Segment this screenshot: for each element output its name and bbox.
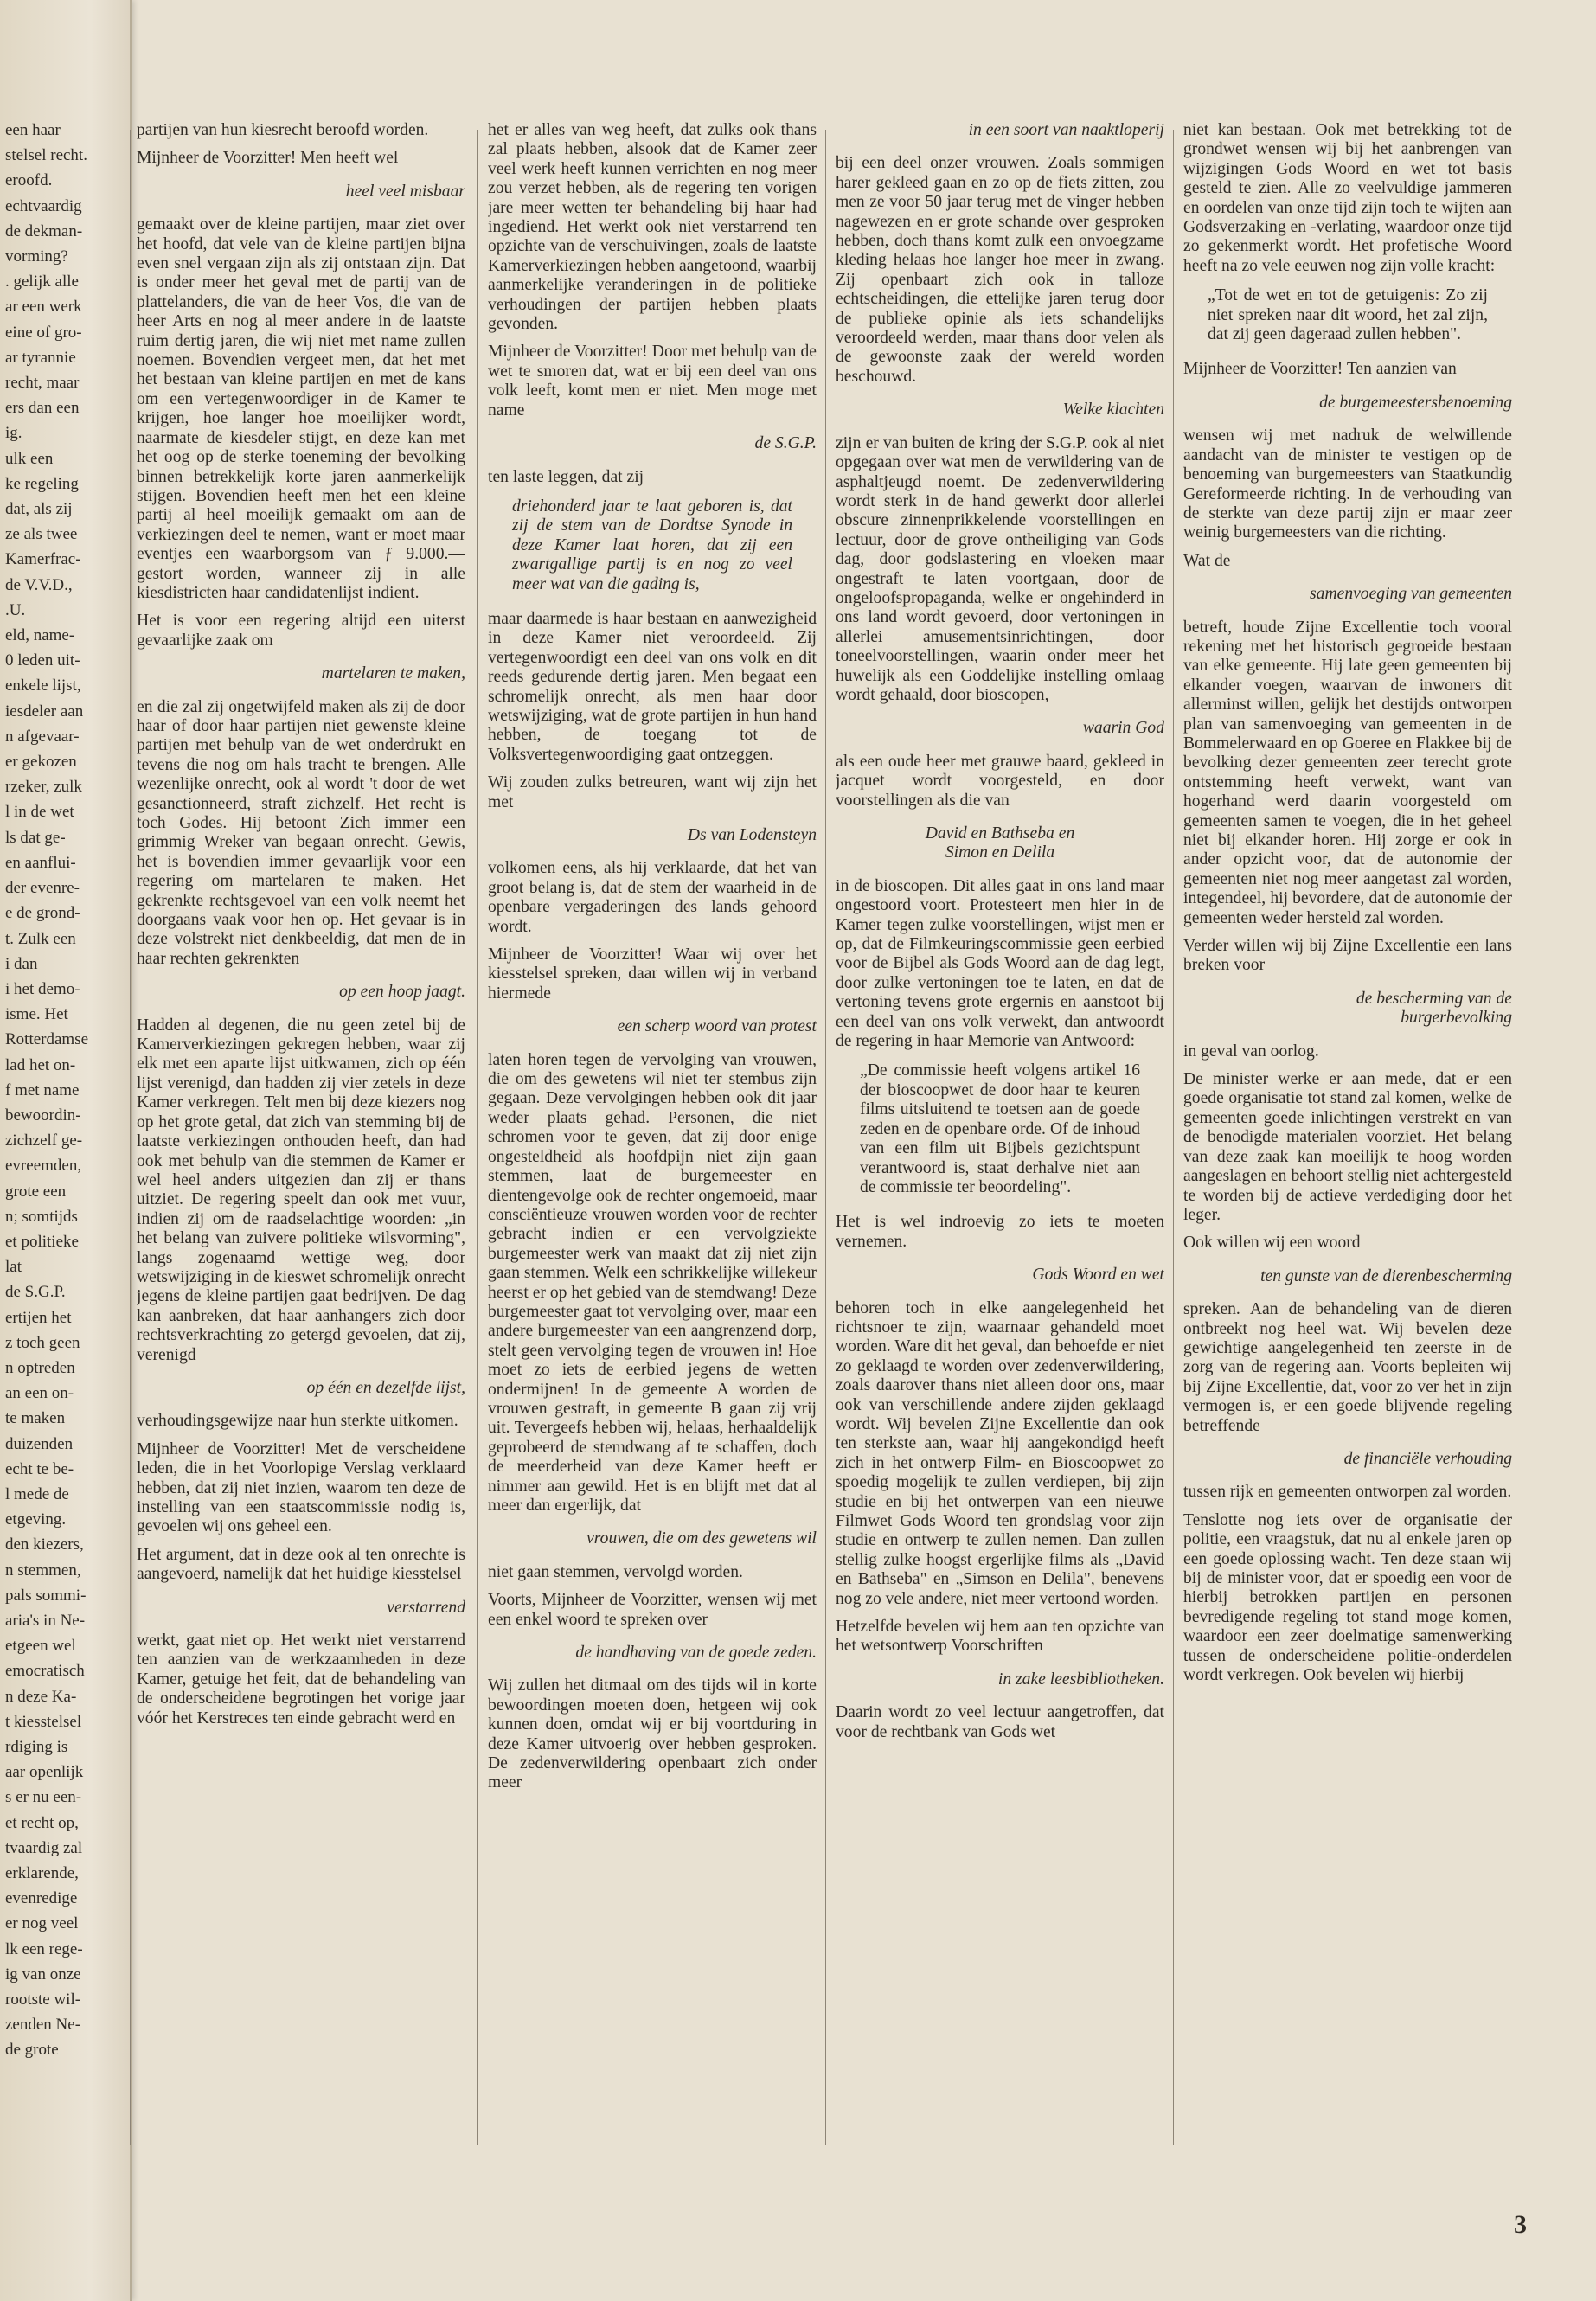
paragraph: Mijnheer de Voorzitter! Men heeft wel bbox=[137, 149, 399, 168]
margin-fragment: de dekman- bbox=[5, 221, 83, 240]
subheading: David en Bathseba en bbox=[925, 824, 1075, 843]
subheading: burgerbevolking bbox=[1401, 1009, 1512, 1028]
margin-fragment: eine of gro- bbox=[5, 323, 82, 342]
margin-fragment: rzeker, zulk bbox=[5, 778, 82, 797]
margin-fragment: z toch geen bbox=[5, 1333, 80, 1352]
margin-fragment: ig van onze bbox=[5, 1965, 81, 1984]
margin-fragment: et recht op, bbox=[5, 1813, 79, 1832]
paragraph: als een oude heer met grauwe baard, gekleed in jacquet wordt voorgesteld, en door voorstellingen als die van bbox=[836, 752, 1164, 810]
margin-fragment: tvaardig zal bbox=[5, 1838, 83, 1857]
text-column-1 bbox=[137, 121, 465, 1737]
text-column-2 bbox=[488, 121, 817, 1802]
margin-fragment: n optreden bbox=[5, 1358, 75, 1377]
paragraph: Het argument, dat in deze ook al ten onrechte is aangevoerd, namelijk dat het huidige kiesstelsel bbox=[137, 1545, 465, 1584]
subheading: in een soort van naaktloperij bbox=[968, 121, 1164, 139]
margin-fragment: ze als twee bbox=[5, 525, 78, 544]
margin-column-fragments bbox=[5, 121, 122, 2067]
margin-fragment: zichzelf ge- bbox=[5, 1131, 83, 1150]
margin-fragment: vorming? bbox=[5, 247, 68, 266]
margin-fragment: eld, name- bbox=[5, 626, 75, 645]
paragraph: Wij zullen het ditmaal om des tijds wil in korte bewoordingen moeten doen, hetgeen wij ook kunnen doen, omdat wij er bij voortduring in deze Kamer uitvoerig over hebben gesproken. De zedenverwildering openbaart zich onder meer bbox=[488, 1676, 817, 1792]
text-column-3 bbox=[836, 121, 1164, 1751]
paragraph: gemaakt over de kleine partijen, maar ziet over het hoofd, dat vele van de kleine partijen bijna even snel vergaan zijn als zij ontstaan zijn. Dat is onder meer het geval met de partij van de plattelanders, die van de heer Vos, die van de heer Arts en nog al meer andere in de laatste ruim dertig jaren, die wij niet met name zullen noemen. Bovendien vergeet men, dat het met het bestaan van kleine partijen en met de kans om een vertegenwoordiger in de Kamer te krijgen, hoe langer hoe moeilijker wordt, naarmate de kiesdeler stijgt, en deze kan met het oog op de sterke toeneming der bevolking binnen betrekkelijk korte jaren aanmerkelijk stijgen. Bovendien heeft men het een kleine partij al heel moeilijk gemaakt om aan de verkiezingen deel te nemen, want er moet maar eventjes een waarborgsom van ƒ 9.000.— gestort worden, wanneer zij in alle kiesdistricten haar candidatenlijst indient. bbox=[137, 215, 465, 602]
margin-fragment: te maken bbox=[5, 1409, 66, 1428]
paragraph: maar daarmede is haar bestaan en aanwezigheid in deze Kamer niet veroordeeld. Zij vertegenwoordigt een deel van ons volk en dit reeds gedurende dertig jaren. Men begaat een schromelijk onrecht, als men haar door wetswijziging, wat de grote partijen in hun hand hebben, de toegang tot de Volksvertegenwoordiging gaat ontzeggen. bbox=[488, 609, 817, 764]
subheading: de bescherming van de bbox=[1356, 989, 1512, 1008]
margin-fragment: Kamerfrac- bbox=[5, 550, 81, 569]
margin-fragment: ers dan een bbox=[5, 399, 80, 418]
margin-fragment: aria's in Ne- bbox=[5, 1611, 86, 1630]
margin-fragment: ls dat ge- bbox=[5, 828, 66, 847]
margin-fragment: e de grond- bbox=[5, 904, 80, 923]
subheading: Welke klachten bbox=[1062, 401, 1164, 420]
margin-fragment: t kiesstelsel bbox=[5, 1712, 82, 1731]
paragraph: De minister werke er aan mede, dat er een goede organisatie tot stand zal komen, welke de gemeenten goede inlichtingen verstrekt en van de benodigde materialen voorziet. Het belang van deze zaak kan moeilijk te hoog worden aangeslagen en behoort stellig niet achtergesteld te worden bij de actieve verdediging door het leger. bbox=[1183, 1070, 1512, 1224]
paragraph: werkt, gaat niet op. Het werkt niet verstarrend ten aanzien van de werkzaamheden in deze Kamer, getuige het feit, dat de behandeling van de onderscheidene begrotingen het vorige jaar vóór het Kerstreces ten einde gebracht werd en bbox=[137, 1631, 465, 1727]
page-number: 3 bbox=[1514, 2210, 1527, 2239]
subheading: ten gunste van de dierenbescherming bbox=[1260, 1266, 1512, 1285]
margin-fragment: ig. bbox=[5, 424, 22, 443]
margin-fragment: n stemmen, bbox=[5, 1561, 81, 1580]
margin-fragment: etgeving. bbox=[5, 1510, 67, 1529]
paragraph: verhoudingsgewijze naar hun sterkte uitkomen. bbox=[137, 1412, 458, 1431]
paragraph: Mijnheer de Voorzitter! Ten aanzien van bbox=[1183, 360, 1457, 379]
paragraph: volkomen eens, als hij verklaarde, dat het van groot belang is, dat de stem der waarheid in de openbare vergaderingen des lands gehoord wordt. bbox=[488, 859, 817, 936]
subheading: heel veel misbaar bbox=[345, 182, 465, 201]
margin-fragment: 0 leden uit- bbox=[5, 651, 80, 670]
margin-fragment: et politieke bbox=[5, 1232, 79, 1251]
margin-fragment: ke regeling bbox=[5, 474, 79, 493]
margin-fragment: rdiging is bbox=[5, 1738, 68, 1756]
margin-fragment: emocratisch bbox=[5, 1662, 85, 1681]
paragraph: bij een deel onzer vrouwen. Zoals sommigen harer gekleed gaan en zo op de fiets zitten, zou men ze voor 50 jaar terug met de vinger hebben nagewezen en er grote schande over gesproken hebben, doch thans komt zulk een onvoegzame kleding helaas hoe langer hoe meer in zwang. Zij openbaart zich ook in talloze echtscheidingen, die ettelijke jaren terug door de publieke opinie als iets schandelijks veroordeeld werden, maar thans door velen als de gewoonste zaak der wereld worden beschouwd. bbox=[836, 154, 1164, 386]
margin-fragment: bewoordin- bbox=[5, 1106, 81, 1125]
margin-fragment: s er nu een- bbox=[5, 1788, 82, 1807]
paragraph: tussen rijk en gemeenten ontworpen zal worden. bbox=[1183, 1483, 1512, 1502]
paragraph: wensen wij met nadruk de welwillende aandacht van de minister te vestigen op de benoeming van burgemeesters van Staatkundig Gereformeerde richting. In de verhouding van de sterkte van deze partij zijn er maar zeer weinig burgemeesters van die richting. bbox=[1183, 426, 1512, 542]
paragraph: zijn er van buiten de kring der S.G.P. ook al niet opgegaan over wat men de verwildering van de asphaltjeugd noemt. De zedenverwildering wordt sterk in de hand gewerkt door allerlei obscure zinnenprikkelende voorstellingen en lectuur, door de grove ontheiliging van Gods dag, door godslastering en vloeken maar ongestraft te laten voortgaan, door de ongeloofspropaganda, welke er ongehinderd in ons land wordt gevoerd, door vertoningen in allerlei amusementsinrichtingen, door toneelvoorstellingen, waarin onder meer het huwelijk als een Goddelijke instelling omlaag wordt gehaald, door bioscopen, bbox=[836, 433, 1164, 704]
paragraph: behoren toch in elke aangelegenheid het richtsnoer te zijn, waarnaar gehandeld moet worden. Ware dit het geval, dan behoefde er niet zo geklaagd te worden over zedenverwildering, zoals daarover thans niet alleen door ons, maar ook van verschillende andere zijden geklaagd wordt. Wij bevelen Zijne Excellentie dan ook ten sterkste aan, waar hij aangekondigd heeft zich in het ontwerp Film- en Bioscoopwet zo spoedig mogelijk te zullen verdiepen, bij zijn studie en bij het ontwerpen van een nieuwe Filmwet Gods Woord ten grondslag voor zijn studie en ontwerp te zullen nemen. Dan zullen stellig zulke hoogst ergerlijke films als „David en Bathseba" en „Simson en Delila", benevens nog zo vele andere, niet meer vertoond worden. bbox=[836, 1298, 1164, 1608]
margin-fragment: eroofd. bbox=[5, 171, 53, 190]
subheading: Ds van Lodensteyn bbox=[687, 826, 817, 844]
paragraph: ten laste leggen, dat zij bbox=[488, 467, 644, 486]
margin-fragment: duizenden bbox=[5, 1434, 74, 1453]
paragraph: Voorts, Mijnheer de Voorzitter, wensen wij met een enkel woord te spreken over bbox=[488, 1591, 817, 1629]
margin-fragment: Rotterdamse bbox=[5, 1030, 89, 1049]
subheading: de financiële verhouding bbox=[1343, 1449, 1512, 1468]
margin-fragment: de S.G.P. bbox=[5, 1283, 66, 1302]
margin-fragment: recht, maar bbox=[5, 374, 80, 393]
margin-fragment: evreemden, bbox=[5, 1157, 82, 1176]
paragraph: partijen van hun kiesrecht beroofd worden. bbox=[137, 121, 429, 139]
margin-fragment: t. Zulk een bbox=[5, 929, 76, 948]
quotation: „De commissie heeft volgens artikel 16 der bioscoopwet de door haar te keuren films uitsluitend te toetsen aan de goede zeden en de openbare orde. Of de inhoud van een film uit Bijbels gezichtspunt verantwoord is, staat derhalve niet aan de commissie ter beoordeling". bbox=[860, 1061, 1140, 1196]
paragraph: Hetzelfde bevelen wij hem aan ten opzichte van het wetsontwerp Voorschriften bbox=[836, 1618, 1164, 1656]
margin-fragment: iesdeler aan bbox=[5, 702, 84, 721]
paragraph: Mijnheer de Voorzitter! Waar wij over het kiesstelsel spreken, daar willen wij in verband hiermede bbox=[488, 945, 817, 1003]
margin-fragment: echt te be- bbox=[5, 1459, 74, 1478]
margin-fragment: pals sommi- bbox=[5, 1586, 87, 1605]
subheading: Simon en Delila bbox=[945, 843, 1055, 862]
margin-fragment: evenredige bbox=[5, 1889, 78, 1908]
subheading: martelaren te maken, bbox=[321, 664, 465, 683]
subheading: vrouwen, die om des gewetens wil bbox=[586, 1529, 817, 1548]
subheading: een scherp woord van protest bbox=[617, 1017, 817, 1036]
paragraph: in geval van oorlog. bbox=[1183, 1042, 1319, 1061]
margin-fragment: lad het on- bbox=[5, 1055, 76, 1074]
margin-fragment: enkele lijst, bbox=[5, 676, 81, 695]
margin-fragment: aar openlijk bbox=[5, 1763, 84, 1782]
paragraph: Daarin wordt zo veel lectuur aangetroffen, dat voor de rechtbank van Gods wet bbox=[836, 1703, 1164, 1741]
subheading: in zake leesbibliotheken. bbox=[997, 1670, 1164, 1689]
margin-fragment: echtvaardig bbox=[5, 196, 82, 215]
margin-fragment: rootste wil- bbox=[5, 1990, 81, 2009]
paragraph: Wij zouden zulks betreuren, want wij zijn het met bbox=[488, 773, 817, 811]
margin-fragment: er nog veel bbox=[5, 1914, 79, 1933]
subheading: waarin God bbox=[1082, 719, 1164, 738]
column-rule bbox=[477, 130, 478, 2145]
quotation: driehonderd jaar te laat geboren is, dat zij de stem van de Dordtse Synode in deze Kamer laat horen, dat zij een zwartgallige partij is en nog zo veel meer wat van die gading is, bbox=[512, 497, 792, 593]
paragraph: en die zal zij ongetwijfeld maken als zij de door haar of door haar partijen niet gewenste kleine partijen met behulp van de wet onderdrukt en tevens die nog om hals tracht te brengen. Alle wezenlijke onrecht, ook al wordt 't door de wet gesanctionneerd, straft zichzelf. Het recht is toch Godes. Hij betoont Zich immer een grimmig Wreker van begaan onrecht. Gewis, het is bovendien immer gevaarlijk voor een regering om martelaren te maken. Het gekrenkte rechtsgevoel van een volk neemt het doorgaans vaak voor hen op. Het gevaar is in deze volstrekt niet denkbeeldig, dat men de in haar rechten gekrenkten bbox=[137, 697, 465, 968]
subheading: samenvoeging van gemeenten bbox=[1310, 585, 1512, 604]
subheading: op een hoop jaagt. bbox=[339, 983, 465, 1002]
margin-fragment: i dan bbox=[5, 954, 38, 973]
margin-fragment: dat, als zij bbox=[5, 500, 73, 519]
margin-fragment: een haar bbox=[5, 121, 61, 139]
paragraph: Ook willen wij een woord bbox=[1183, 1234, 1361, 1253]
margin-fragment: f met name bbox=[5, 1080, 80, 1099]
margin-fragment: i het demo- bbox=[5, 979, 80, 998]
margin-fragment: n; somtijds bbox=[5, 1207, 78, 1226]
margin-fragment: ar tyrannie bbox=[5, 348, 76, 367]
paragraph: Het is wel indroevig zo iets te moeten vernemen. bbox=[836, 1213, 1164, 1251]
margin-fragment: en aanflui- bbox=[5, 853, 76, 872]
margin-fragment: . gelijk alle bbox=[5, 272, 79, 292]
paragraph: niet gaan stemmen, vervolgd worden. bbox=[488, 1562, 743, 1581]
subheading: verstarrend bbox=[387, 1598, 465, 1617]
margin-fragment: ar een werk bbox=[5, 298, 82, 317]
margin-fragment: ertijen het bbox=[5, 1308, 72, 1327]
quotation: „Tot de wet en tot de getuigenis: Zo zij niet spreken naar dit woord, het zal zijn, dat zij geen dageraad zullen hebben". bbox=[1208, 286, 1488, 344]
margin-fragment: de V.V.D., bbox=[5, 575, 73, 594]
paragraph: laten horen tegen de vervolging van vrouwen, die om des gewetens wil niet ter stembus zijn gegaan. Deze vervolgingen hebben ook dit jaar weder plaats gehad. Personen, die niet schromen voor te geven, dat zij door enige ongesteldheid als hoofdpijn niet zijn gaan stemmen, laat de burgemeester en dientengevolge ook de rechter ongemoeid, maar consciëntieuze vrouwen worden voor de rechter gebracht indien er een vervolgziekte burgemeester werk van maakt dat zij niet zijn gaan stemmen. Welk een schrikkelijke willekeur heerst er op het gebied van de stemdwang! Deze burgemeester gaat tot vervolging over, maar een andere burgemeester van een aangrenzend dorp, stelt geen vervolging tegen de vrouwen in! Hoe moet zo iets de eerbied jegens de wetten ondermijnen! In de gemeente A worden de vrouwen gestraft, in gemeente B gaan zij vrij uit. Tevergeefs hebben wij, helaas, herhaaldelijk geprobeerd de stemdwang af te schaffen, doch de meerderheid van deze Kamer heeft er nimmer aan gewild. Het is en blijft met dat al meer dan ergerlijk, dat bbox=[488, 1050, 817, 1515]
subheading: Gods Woord en wet bbox=[1032, 1266, 1164, 1285]
paragraph: Mijnheer de Voorzitter! Met de verscheidene leden, die in het Voorlopige Verslag verklaard hebben, dat zij niet inzien, waarom ten deze de instelling van een staatscommissie nodig is, gevoelen wij ons geheel een. bbox=[137, 1439, 465, 1536]
paragraph: Hadden al degenen, die nu geen zetel bij de Kamerverkiezingen gekregen hebben, waar zij elk met een aparte lijst uitkwamen, zich op één lijst verenigd, dan hadden zij vier zetels in deze Kamer verkregen. Telt men bij deze kiezers nog op het grote getal, dat zich van stemming bij de laatste verkiezingen onthouden heeft, dan had ook met behulp van die stemmen de Kamer er wel heel anders uitgezien dan zij er thans uitziet. De regering speelt dan ook met vuur, indien zij om de raadselachtige woorden: „in het belang van zuivere politieke wilsvorming", langs zogenaamd wettige weg, door wetswijziging in de kieswet schromelijk onrecht jegens de kleine partijen gaat bedrijven. De dag kan aanbreken, dat haar aanhangers zich door rechtsverkrachting zo getergd gevoelen, dat zij, verenigd bbox=[137, 1016, 465, 1364]
paragraph: Wat de bbox=[1183, 551, 1231, 570]
column-rule bbox=[130, 130, 131, 2145]
subheading: de burgemeestersbenoeming bbox=[1319, 393, 1512, 412]
margin-fragment: de grote bbox=[5, 2041, 59, 2060]
margin-fragment: l in de wet bbox=[5, 803, 74, 822]
margin-fragment: stelsel recht. bbox=[5, 146, 87, 165]
paragraph: Het is voor een regering altijd een uiterst gevaarlijke zaak om bbox=[137, 612, 465, 650]
paragraph: Verder willen wij bij Zijne Excellentie een lans breken voor bbox=[1183, 937, 1512, 975]
column-rule bbox=[1173, 130, 1174, 2145]
paragraph: in de bioscopen. Dit alles gaat in ons land maar ongestoord voort. Protesteert men hier in de Kamer tegen zulke voorstellingen, wijst men er op, dat de Filmkeuringscommissie geen eerbied voor de Bijbel als Gods Woord aan de dag legt, door zulke vertoningen toe te laten, en dat de vertoning tevens grote ergernis en aanstoot bij een deel van ons volk verwekt, dan antwoordt de regering in haar Memorie van Antwoord: bbox=[836, 876, 1164, 1051]
paragraph: Tenslotte nog iets over de organisatie der politie, een vraagstuk, dat nu al enkele jaren op een goede oplossing wacht. Ten deze staan wij bij de minister voor, dat er spoedig een voor de hierbij betrokken partijen en personen bevredigende regeling tot stand moge komen, waardoor een zeer doelmatige samenwerking tussen de onderscheidene politie-onderdelen wordt verkregen. Ook bevelen wij hierbij bbox=[1183, 1510, 1512, 1685]
margin-fragment: l mede de bbox=[5, 1484, 69, 1503]
paragraph: betreft, houde Zijne Excellentie toch vooral rekening met het historisch gegroeide bestaan van elke gemeente. Hij late geen gemeenten bij elkander voegen, waarvan de inwoners dit allerminst willen, gelijk het destijds ontworpen plan van samenvoeging van gemeenten in de Bommelerwaard en op Goeree en Flakkee bij de bevolking dezer gemeenten zeer terecht grote ontstemming heeft verwekt, want van hogerhand werd daarin voorgesteld om gemeenten samen te voegen, die in het geheel niet bij elkander horen. Hij zorge er ook in ander opzicht voor, dat de autonomie der gemeenten niet nog meer aangetast zal worden, integendeel, hij bevordere, dat de autonomie der gemeenten weder hersteld zal worden. bbox=[1183, 618, 1512, 927]
margin-fragment: zenden Ne- bbox=[5, 2016, 81, 2035]
margin-fragment: lat bbox=[5, 1258, 22, 1277]
margin-fragment: etgeen wel bbox=[5, 1637, 76, 1656]
margin-fragment: ulk een bbox=[5, 449, 54, 468]
column-rule bbox=[825, 130, 826, 2145]
subheading: de S.G.P. bbox=[754, 434, 817, 453]
subheading: de handhaving van de goede zeden. bbox=[575, 1644, 817, 1663]
margin-fragment: erklarende, bbox=[5, 1864, 79, 1883]
margin-fragment: an een on- bbox=[5, 1384, 74, 1403]
subheading: op één en dezelfde lijst, bbox=[306, 1378, 465, 1397]
margin-fragment: isme. Het bbox=[5, 1005, 68, 1024]
paragraph: niet kan bestaan. Ook met betrekking tot de grondwet wensen wij bij het aanbrengen van wijzigingen Gods Woord en wet tot basis gesteld te zien. Alle zo veelvuldige jammeren en oordelen van onze tijd zijn toch te wijten aan Godsverzaking en -verlating, waardoor onze tijd zo gekenmerkt wordt. Het profetische Woord heeft na zo vele eeuwen nog zijn volle kracht: bbox=[1183, 121, 1512, 275]
paragraph: Mijnheer de Voorzitter! Door met behulp van de wet te smoren dat, wat er bij een deel van ons volk leeft, komt men er niet. Men moge met name bbox=[488, 343, 817, 420]
margin-fragment: .U. bbox=[5, 600, 26, 619]
paragraph: het er alles van weg heeft, dat zulks ook thans zal plaats hebben, alsook dat de Kamer zeer veel werk heeft kunnen verrichten en nog meer zou verzet hebben, als de regering ten vorigen jare meer wetten ter behandeling bij haar had ingediend. Het werkt ook niet verstarrend ten opzichte van de verschuivingen, zoals de laatste Kamerverkiezingen hebben aangetoond, waarbij aanmerkelijke veranderingen in de politieke verhoudingen der partijen hebben plaats gevonden. bbox=[488, 121, 817, 334]
text-column-4 bbox=[1183, 121, 1512, 1694]
paragraph: spreken. Aan de behandeling van de dieren ontbreekt nog heel wat. Wij bevelen deze gewichtige aangelegenheid ten zeerste in de zorg van de regering aan. Voorts bepleiten wij bij Zijne Excellentie, dat, voor zo ver het in zijn vermogen is, er een goede blijvende regeling betreffende bbox=[1183, 1300, 1512, 1435]
margin-fragment: grote een bbox=[5, 1182, 67, 1201]
margin-fragment: lk een rege- bbox=[5, 1939, 83, 1958]
margin-fragment: der evenre- bbox=[5, 879, 80, 898]
margin-fragment: n afgevaar- bbox=[5, 727, 80, 746]
margin-fragment: den kiezers, bbox=[5, 1535, 84, 1554]
margin-fragment: n deze Ka- bbox=[5, 1687, 77, 1706]
margin-fragment: er gekozen bbox=[5, 753, 77, 772]
